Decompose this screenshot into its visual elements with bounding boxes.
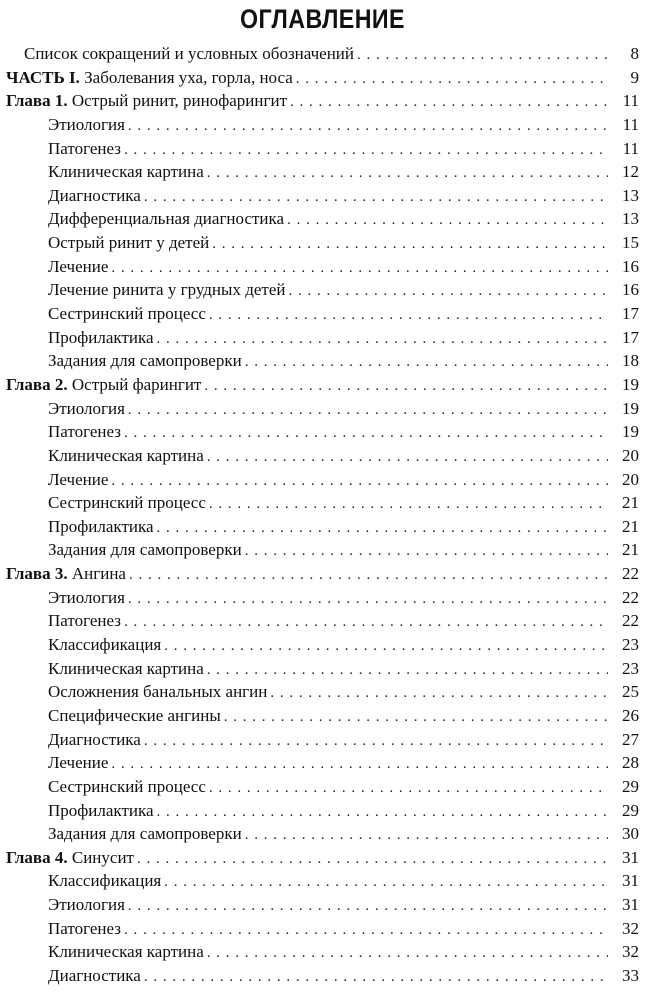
- toc-entry-prefix: Глава 2.: [6, 374, 68, 394]
- toc-entry-page-number: 22: [622, 587, 639, 607]
- toc-entry-title: Классификация: [48, 871, 162, 891]
- dot-leader: [288, 280, 608, 304]
- toc-entry-section: [0, 917, 645, 941]
- toc-entry-title: Ангина: [71, 564, 126, 584]
- toc-entry-title: Патогенез: [48, 422, 121, 442]
- toc-entry-title: Острый ринит у детей: [48, 233, 210, 253]
- toc-entry-label: [48, 278, 285, 302]
- toc-entry-page-number: 33: [622, 965, 639, 985]
- toc-entry-title: Осложнения банальных ангин: [48, 682, 268, 702]
- toc-entry-label: [48, 680, 267, 704]
- dot-leader: [296, 68, 608, 92]
- dot-leader: [204, 375, 608, 399]
- toc-entry-label: [48, 231, 209, 255]
- toc-entry-page-number: 19: [622, 374, 639, 394]
- toc-entry-page-number: 16: [622, 280, 639, 300]
- toc-entry-section: [0, 231, 645, 255]
- toc-entry-page-number: 17: [622, 327, 639, 347]
- toc-entry-title: Сестринский процесс: [48, 776, 206, 796]
- toc-entry-label: [48, 137, 121, 161]
- toc-entry-section: [0, 657, 645, 681]
- dot-leader: [124, 611, 608, 635]
- toc-entry-page-number: 22: [622, 564, 639, 584]
- toc-entry-title: Этиология: [48, 114, 125, 134]
- toc-entry-section: [0, 538, 645, 562]
- dot-leader: [209, 777, 608, 801]
- toc-entry-title: Этиология: [48, 587, 125, 607]
- toc-entry-page-number: 27: [622, 729, 639, 749]
- toc-entry-section: [0, 444, 645, 468]
- toc-entry-page-number: 28: [622, 753, 639, 773]
- toc-entry-section: [0, 799, 645, 823]
- dot-leader: [144, 186, 608, 210]
- toc-entry-section: [0, 420, 645, 444]
- toc-entry-label: [48, 538, 242, 562]
- toc-entry-page-number: 31: [622, 847, 639, 867]
- toc-entry-title: Диагностика: [48, 965, 141, 985]
- dot-leader: [111, 753, 608, 777]
- toc-entry-title: Лечение: [48, 256, 109, 276]
- dot-leader: [245, 824, 608, 848]
- dot-leader: [111, 470, 608, 494]
- toc-entry-page-number: 29: [622, 776, 639, 796]
- toc-entry-label: [48, 799, 154, 823]
- dot-leader: [124, 919, 608, 943]
- toc-entry-page-number: 16: [622, 256, 639, 276]
- dot-leader: [224, 706, 608, 730]
- toc-entry-page-number: 8: [630, 44, 639, 63]
- toc-entry-title: Задания для самопроверки: [48, 824, 242, 844]
- dot-leader: [128, 399, 608, 423]
- toc-entry-title: Клиническая картина: [48, 162, 204, 182]
- toc-entry-page-number: 19: [622, 422, 639, 442]
- dot-leader: [129, 564, 608, 588]
- dot-leader: [207, 942, 608, 966]
- toc-entry-label: [48, 964, 141, 988]
- dot-leader: [207, 162, 608, 186]
- toc-entry-title: Задания для самопроверки: [48, 540, 242, 560]
- toc-entry-chapter: [0, 373, 645, 397]
- toc-entry-chapter: [0, 562, 645, 586]
- toc-entry-title: Патогенез: [48, 138, 121, 158]
- toc-entry-section: [0, 893, 645, 917]
- toc-entry-section: [0, 609, 645, 633]
- toc-entry-section: [0, 255, 645, 279]
- toc-entry-prefix: Глава 3.: [6, 564, 68, 584]
- toc-entry-label: [6, 846, 134, 870]
- toc-entry-title: Острый фарингит: [71, 374, 202, 394]
- toc-entry-page-number: 20: [622, 445, 639, 465]
- dot-leader: [144, 966, 608, 990]
- toc-entry-section: [0, 728, 645, 752]
- dot-leader: [111, 257, 608, 281]
- toc-entry-label: [48, 515, 154, 539]
- toc-entry-page-number: 23: [622, 658, 639, 678]
- toc-entry-title: Клиническая картина: [48, 942, 204, 962]
- dot-leader: [124, 139, 608, 163]
- toc-entry-section: [0, 326, 645, 350]
- toc-entry-label: [6, 89, 287, 113]
- dot-leader: [287, 209, 608, 233]
- toc-entry-section: [0, 704, 645, 728]
- toc-entry-section: [0, 964, 645, 988]
- toc-entry-section: [0, 397, 645, 421]
- toc-entry-page-number: 9: [630, 67, 639, 87]
- toc-entry-page-number: 11: [622, 114, 639, 134]
- toc-entry-section: [0, 302, 645, 326]
- toc-entry-label: [48, 822, 242, 846]
- dot-leader: [245, 540, 608, 564]
- toc-entry-page-number: 31: [622, 871, 639, 891]
- dot-leader: [124, 422, 608, 446]
- toc-entry-title: Сестринский процесс: [48, 304, 206, 324]
- toc-entry-page-number: 21: [622, 540, 639, 560]
- toc-entry-title: Диагностика: [48, 185, 141, 205]
- toc-entry-section: [0, 869, 645, 893]
- dot-leader: [207, 659, 608, 683]
- toc-entry-title: Острый ринит, ринофарингит: [71, 91, 287, 111]
- dot-leader: [245, 351, 608, 375]
- toc-entry-label: [48, 349, 242, 373]
- page-title: ОГЛАВЛЕНИЕ: [240, 4, 405, 34]
- toc-entry-title: Диагностика: [48, 729, 141, 749]
- toc-entry-section: [0, 184, 645, 208]
- toc-entry-prefix: Глава 1.: [6, 91, 68, 111]
- dot-leader: [290, 91, 608, 115]
- toc-entry-title: Задания для самопроверки: [48, 351, 242, 371]
- dot-leader: [164, 635, 608, 659]
- toc-entry-title: Этиология: [48, 895, 125, 915]
- toc-entry-chapter: [0, 89, 645, 113]
- toc-entry-section: [0, 751, 645, 775]
- toc-entry-section: [0, 515, 645, 539]
- toc-entry-label: [48, 657, 204, 681]
- toc-entry-page-number: 12: [622, 162, 639, 182]
- toc-entry-title: Сестринский процесс: [48, 493, 206, 513]
- dot-leader: [157, 328, 608, 352]
- dot-leader: [357, 44, 608, 68]
- toc-entry-page-number: 31: [622, 895, 639, 915]
- dot-leader: [270, 682, 608, 706]
- toc-entry-page-number: 13: [622, 209, 639, 229]
- toc-entry-label: [6, 562, 126, 586]
- toc-entry-title: Клиническая картина: [48, 658, 204, 678]
- dot-leader: [128, 115, 608, 139]
- toc-entry-page-number: 26: [622, 705, 639, 725]
- toc-entry-label: [48, 917, 121, 941]
- dot-leader: [157, 801, 608, 825]
- toc-entry-section: [0, 207, 645, 231]
- toc-entry-section: [0, 491, 645, 515]
- toc-entry-label: [48, 940, 204, 964]
- toc-entry-page-number: 29: [622, 800, 639, 820]
- toc-entry-section: [0, 586, 645, 610]
- toc-entry-page-number: 25: [622, 682, 639, 702]
- toc-entry-page-number: 19: [622, 398, 639, 418]
- toc-entry-page-number: 11: [622, 91, 639, 111]
- toc-entry-title: Специфические ангины: [48, 705, 221, 725]
- toc-entry-label: [48, 255, 108, 279]
- toc-entry-title: Профилактика: [48, 516, 154, 536]
- toc-entry-label: [48, 184, 141, 208]
- toc-entry-page-number: 22: [622, 611, 639, 631]
- toc-entry-label: [48, 207, 284, 231]
- dot-leader: [128, 895, 608, 919]
- toc-entry-page-number: 21: [622, 516, 639, 536]
- toc-entry-part: [0, 66, 645, 90]
- toc-entry-label: [48, 468, 108, 492]
- toc-entry-label: [48, 728, 141, 752]
- toc-entry-label: [48, 609, 121, 633]
- toc-entry-title: Заболевания уха, горла, носа: [84, 67, 293, 87]
- toc-entry-title: Патогенез: [48, 611, 121, 631]
- toc-entry-section: [0, 822, 645, 846]
- dot-leader: [157, 517, 608, 541]
- toc-entry-page-number: 20: [622, 469, 639, 489]
- toc-entry-label: [48, 893, 125, 917]
- toc-entry-chapter: [0, 846, 645, 870]
- toc-entry-section: [0, 775, 645, 799]
- toc-entry-section: [0, 278, 645, 302]
- toc-entry-label: [48, 775, 206, 799]
- toc-entry-page-number: 32: [622, 918, 639, 938]
- dot-leader: [209, 493, 608, 517]
- toc-entry-label: [48, 491, 206, 515]
- toc-entry-label: [48, 326, 154, 350]
- toc-entry-page-number: 18: [622, 351, 639, 371]
- toc-entry-label: [48, 420, 121, 444]
- dot-leader: [209, 304, 608, 328]
- toc-entry-section: [0, 160, 645, 184]
- dot-leader: [207, 446, 608, 470]
- toc-entry-title: Синусит: [71, 847, 134, 867]
- toc-entry-page-number: 17: [622, 304, 639, 324]
- toc-entry-front: [0, 42, 645, 66]
- toc-entry-page-number: 13: [622, 185, 639, 205]
- toc-entry-title: Профилактика: [48, 800, 154, 820]
- toc-entry-label: [6, 66, 293, 90]
- dot-leader: [128, 588, 608, 612]
- toc-entry-section: [0, 680, 645, 704]
- toc-entry-title: Клиническая картина: [48, 445, 204, 465]
- toc-entry-section: [0, 468, 645, 492]
- toc-entry-title: Патогенез: [48, 918, 121, 938]
- toc-entry-section: [0, 940, 645, 964]
- toc-entry-title: Профилактика: [48, 327, 154, 347]
- toc-entry-section: [0, 113, 645, 137]
- toc-entry-title: Лечение ринита у грудных детей: [48, 280, 286, 300]
- dot-leader: [137, 848, 608, 872]
- dot-leader: [212, 233, 608, 257]
- toc-entry-page-number: 23: [622, 635, 639, 655]
- toc-entry-title: Лечение: [48, 753, 109, 773]
- toc-entry-title: Классификация: [48, 635, 162, 655]
- toc-entry-title: Лечение: [48, 469, 109, 489]
- toc-entry-label: [48, 869, 161, 893]
- toc-entry-label: [48, 397, 125, 421]
- toc-entry-label: [48, 302, 206, 326]
- toc-entry-page-number: 15: [622, 233, 639, 253]
- toc-entry-title: Этиология: [48, 398, 125, 418]
- toc-entry-label: [48, 160, 204, 184]
- table-of-contents: [0, 42, 645, 988]
- toc-entry-page-number: 11: [622, 138, 639, 158]
- toc-entry-section: [0, 349, 645, 373]
- toc-entry-label: [6, 373, 201, 397]
- toc-entry-page-number: 32: [622, 942, 639, 962]
- toc-entry-title: Список сокращений и условных обозначений: [24, 44, 355, 63]
- toc-entry-label: [48, 444, 204, 468]
- toc-entry-label: [48, 586, 125, 610]
- toc-entry-section: [0, 137, 645, 161]
- toc-entry-section: [0, 633, 645, 657]
- toc-entry-page-number: 21: [622, 493, 639, 513]
- toc-entry-label: [48, 113, 125, 137]
- toc-entry-label: [48, 704, 221, 728]
- toc-entry-prefix: ЧАСТЬ I.: [6, 67, 80, 87]
- dot-leader: [164, 871, 608, 895]
- toc-entry-label: [48, 633, 161, 657]
- toc-entry-prefix: Глава 4.: [6, 847, 68, 867]
- toc-entry-label: [48, 751, 108, 775]
- dot-leader: [144, 730, 608, 754]
- toc-entry-label: [24, 42, 354, 66]
- toc-entry-title: Дифференциальная диагностика: [48, 209, 285, 229]
- toc-entry-page-number: 30: [622, 824, 639, 844]
